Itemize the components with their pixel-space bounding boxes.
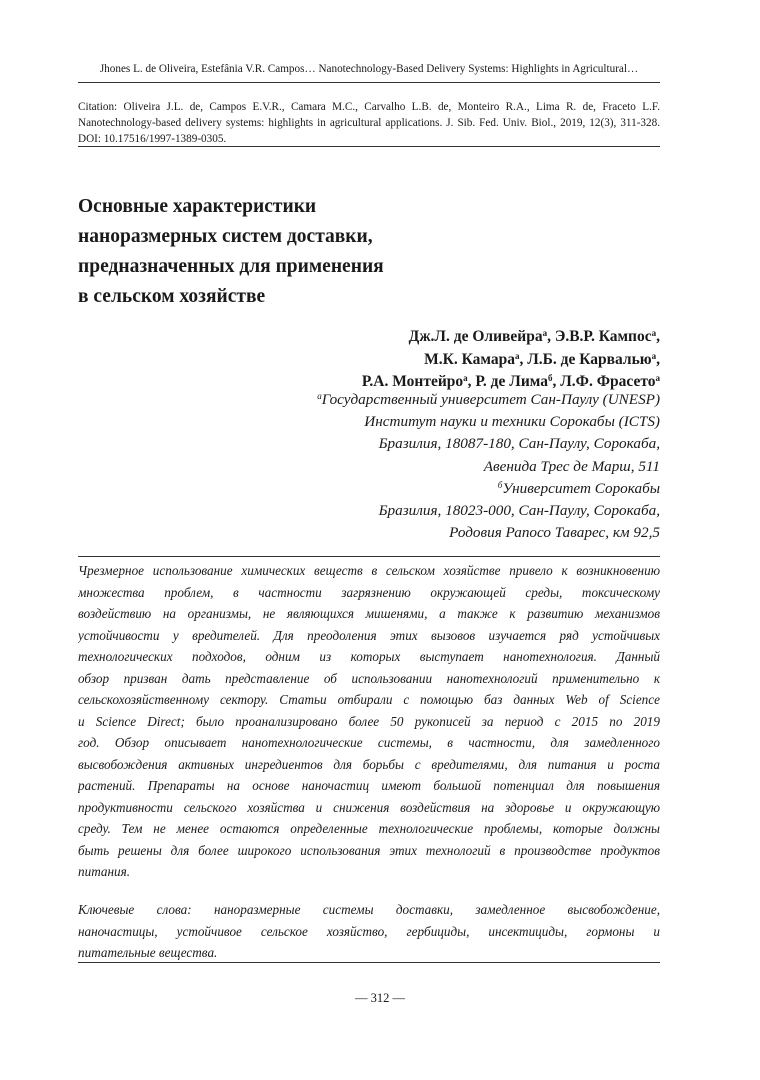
affiliation-line xyxy=(317,411,660,433)
affiliation-line xyxy=(317,456,660,478)
abstract-line: Чрезмерное использование химических веществ в сельском хозяйстве привело к возникновению xyxy=(78,563,660,578)
keywords xyxy=(78,899,660,964)
affiliation-line xyxy=(317,478,660,500)
author-separator: , xyxy=(656,328,660,345)
abstract-line: быть решены для более широкого использования этих технологий в производстве продуктов xyxy=(78,842,660,858)
author-name: , Э.В.Р. Кампос xyxy=(547,328,652,345)
abstract-line: технологических подходов, одним из которых выступает нанотехнология. Данный xyxy=(78,649,660,664)
citation: Citation: Oliveira J.L. de, Campos E.V.R., Camara M.C., Carvalho L.B. de, Monteiro R.A., Lima R. de, Fraceto L.F. Nanotechnology-based delivery systems: highlights in agricultural applications. J. Sib. Fed. Univ. Biol., 2019, 12(3), 311-328. DOI: 10.17516/1997-1389-0305. xyxy=(78,101,660,145)
author-name: Р.А. Монтейро xyxy=(361,373,464,390)
affiliation-line xyxy=(317,500,660,522)
affiliation-mark: а xyxy=(651,328,657,338)
affiliation-mark: а xyxy=(317,391,322,401)
affiliation-mark: а xyxy=(542,328,548,338)
author-name: , Р. де Лима xyxy=(467,373,548,390)
affiliation-text: Авенида Трес де Марш, 511 xyxy=(483,457,660,475)
abstract-line: год. Обзор описывает нанотехнологические системы, в частности, для замедленного xyxy=(78,735,660,750)
keywords-line: наночастицы, устойчивое сельское хозяйство, гербициды, инсектициды, гормоны и xyxy=(78,923,660,939)
abstract-line: среду. Тем не менее остаются определенные технологические проблемы, которые должны xyxy=(78,821,660,836)
affiliation-mark: б xyxy=(547,373,553,383)
title-line: Основные характеристики xyxy=(78,196,317,217)
article-title xyxy=(78,192,638,312)
affiliation-text: Университет Сорокабы xyxy=(502,479,660,497)
abstract-line: воздействию на организмы, не являющихся мишенями, а также к развитию механизмов xyxy=(78,606,660,621)
affiliation-text: Институт науки и техники Сорокабы (ICTS) xyxy=(364,413,660,431)
page-number: ― 312 ― xyxy=(355,991,405,1005)
keywords-line: питательные вещества. xyxy=(78,945,218,960)
abstract-line: сельскохозяйственному сектору. Статьи отбирали с помощью баз данных Web of Science xyxy=(78,692,660,707)
title-line: в сельском хозяйстве xyxy=(78,286,266,307)
affiliation-line xyxy=(317,389,660,411)
affiliation-text: Бразилия, 18087-180, Сан-Паулу, Сорокаба, xyxy=(378,435,660,453)
affiliation-text: Государственный университет Сан-Паулу (UNESP) xyxy=(321,391,660,408)
affiliation-text: Родовия Рапосо Таварес, км 92,5 xyxy=(449,524,660,542)
author-name: Дж.Л. де Оливейра xyxy=(408,328,543,345)
author-separator: , xyxy=(656,350,660,368)
running-head: Jhones L. de Oliveira, Estefânia V.R. Campos… Nanotechnology-Based Delivery Systems: Highlights in Agricultural… xyxy=(99,63,639,75)
abstract-bottom-rule xyxy=(78,962,660,963)
title-line: наноразмерных систем доставки, xyxy=(78,226,373,247)
abstract-line: продуктивности сельского хозяйства и снижения воздействия на здоровье и окружающую xyxy=(78,799,660,815)
affiliation-text: Бразилия, 18023-000, Сан-Паулу, Сорокаба, xyxy=(378,502,660,520)
title-line: предназначенных для применения xyxy=(78,256,384,277)
author-name: , Л.Б. де Карвалью xyxy=(519,350,652,368)
abstract-line: обзор призван дать представление об использовании нанотехнологий применительно к xyxy=(78,670,660,686)
affiliations xyxy=(317,389,660,544)
affiliation-mark: б xyxy=(497,479,503,490)
abstract-line: устойчивости у вредителей. Для преодоления этих вызовов изучается ряд устойчивых xyxy=(78,627,660,643)
author-name: , Л.Ф. Фрасето xyxy=(552,373,656,390)
abstract-top-rule xyxy=(78,556,660,557)
abstract-line: питания. xyxy=(78,864,131,879)
header-rule xyxy=(78,82,660,83)
affiliation-line xyxy=(317,433,660,455)
citation-rule xyxy=(78,146,660,147)
affiliation-line xyxy=(317,522,660,544)
author-name: М.К. Камара xyxy=(424,350,515,368)
affiliation-mark: а xyxy=(463,373,468,383)
author-list xyxy=(362,326,660,394)
abstract xyxy=(78,560,660,883)
abstract-line: множества проблем, в частности загрязнению окружающей среды, токсическому xyxy=(78,584,660,600)
abstract-line: растений. Препараты на основе наночастиц имеют большой потенциал для повышения xyxy=(78,778,660,793)
affiliation-mark: а xyxy=(651,350,657,361)
keywords-line: Ключевые слова: наноразмерные системы доставки, замедленное высвобождение, xyxy=(78,902,660,917)
affiliation-mark: а xyxy=(514,350,520,361)
abstract-line: и Science Direct; было проанализировано более 50 рукописей за период с 2015 по 2019 xyxy=(78,713,660,729)
affiliation-mark: а xyxy=(655,373,660,383)
abstract-line: высвобождения активных ингредиентов для борьбы с вредителями, для питания и роста xyxy=(78,756,660,772)
author-line xyxy=(362,349,660,372)
author-line xyxy=(362,326,660,349)
